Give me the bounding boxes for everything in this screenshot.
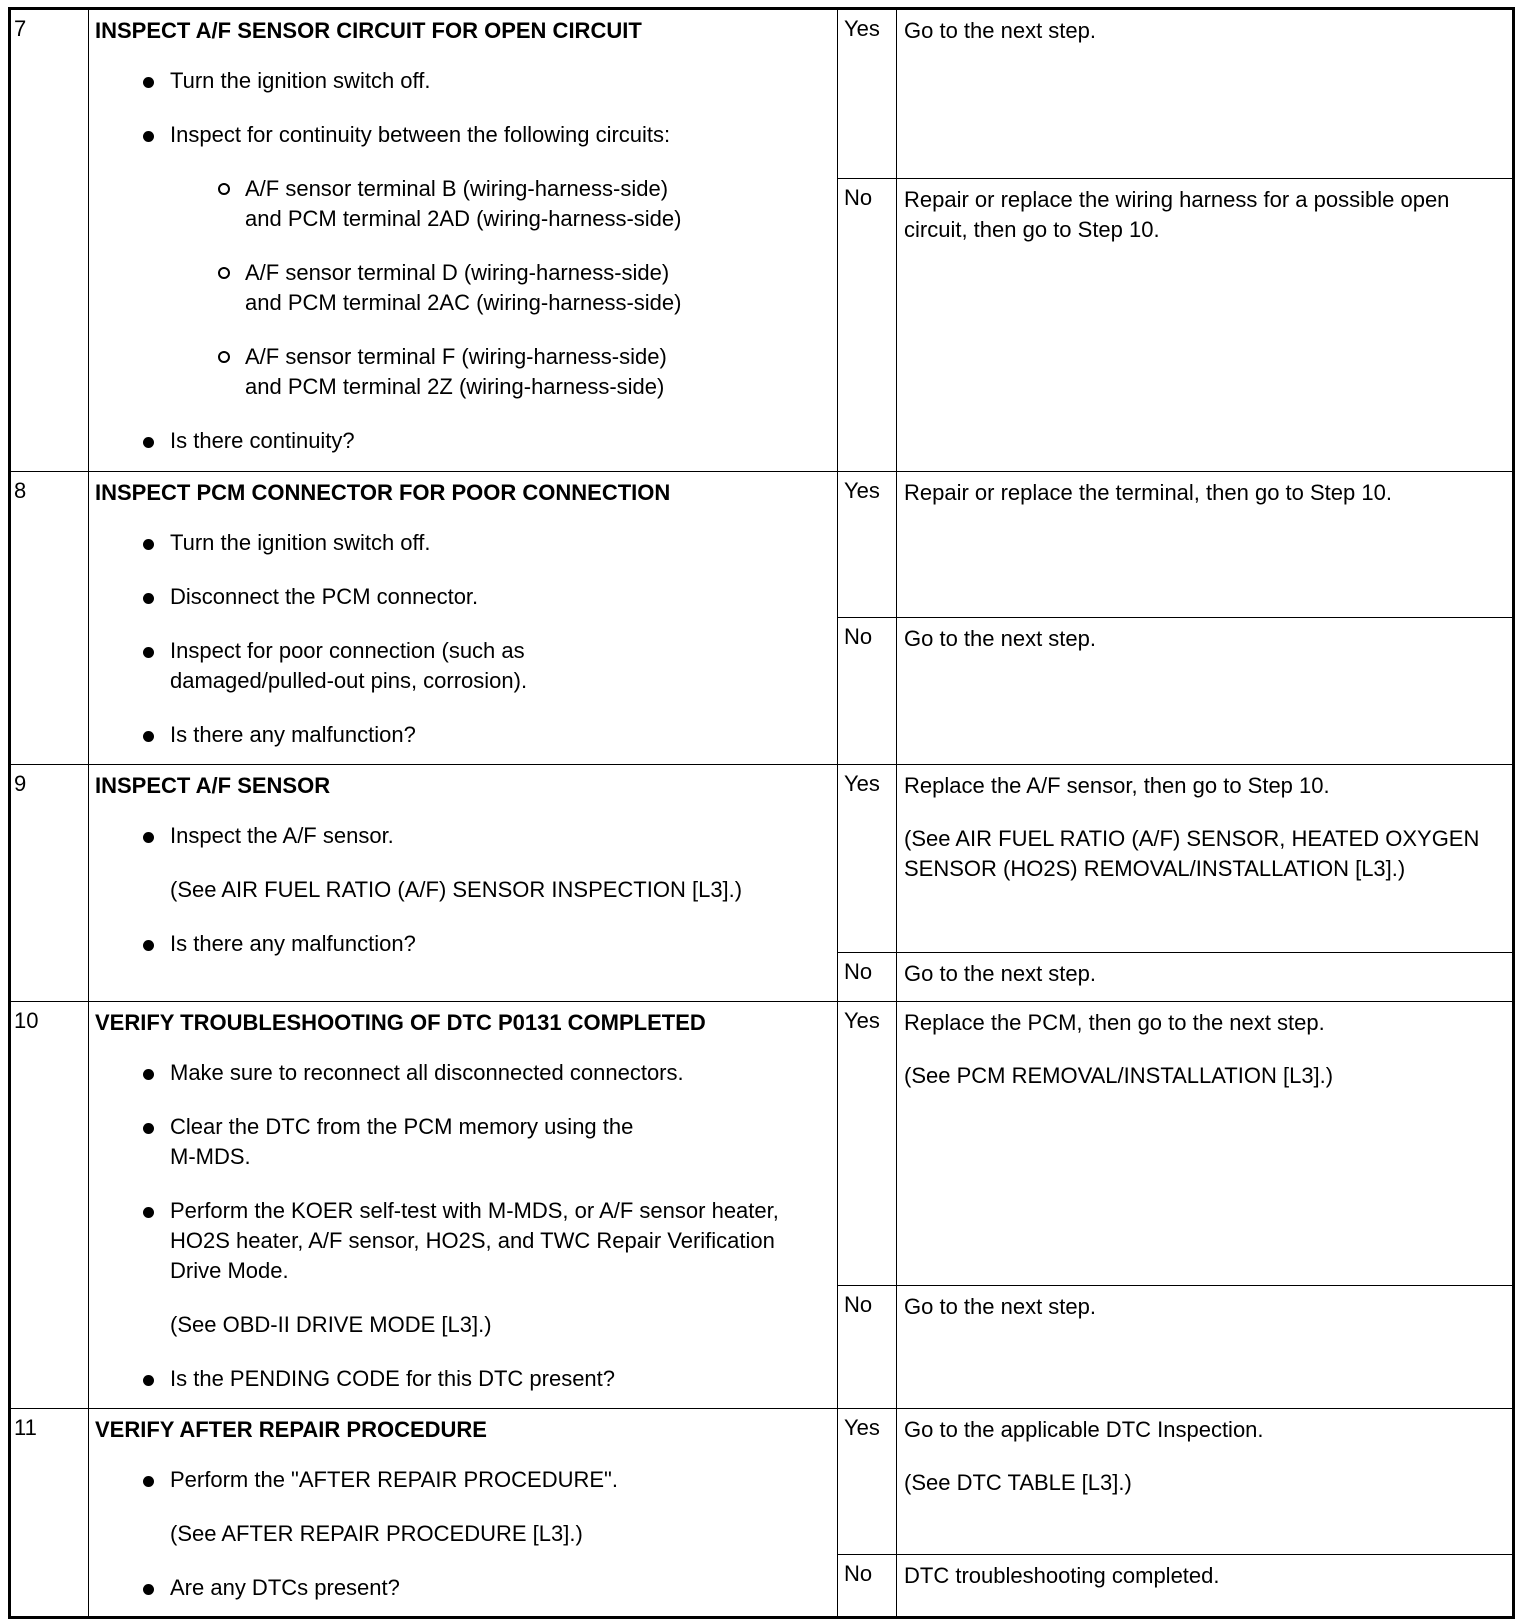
no-action — [897, 618, 1514, 765]
action-text: Go to the next step. — [904, 18, 1097, 43]
step-title: INSPECT PCM CONNECTOR FOR POOR CONNECTION — [95, 480, 671, 505]
action-text: Go to the next step. — [904, 1294, 1097, 1319]
no-action — [897, 179, 1514, 472]
sub-line: and PCM terminal 2Z (wiring-harness-side) — [245, 374, 665, 399]
step-instructions — [89, 9, 838, 472]
bullet-item: Inspect for poor connection (such as damaged/pulled-out pins, corrosion). — [95, 636, 829, 696]
no-label: No — [838, 618, 897, 765]
step-instructions — [89, 472, 838, 765]
step-title: VERIFY AFTER REPAIR PROCEDURE — [95, 1417, 487, 1442]
sub-line: and PCM terminal 2AD (wiring-harness-side) — [245, 206, 682, 231]
action-text: DTC troubleshooting completed. — [904, 1563, 1220, 1588]
reference-text: (See AIR FUEL RATIO (A/F) SENSOR, HEATED OXYGEN SENSOR (HO2S) REMOVAL/INSTALLATION [L3].) — [904, 826, 1480, 881]
bullet-item: Clear the DTC from the PCM memory using the M-MDS. — [95, 1112, 829, 1172]
sub-line: A/F sensor terminal D (wiring-harness-side) — [245, 260, 670, 285]
no-label: No — [838, 953, 897, 1002]
sub-bullet-item — [95, 258, 829, 318]
action-text: Go to the applicable DTC Inspection. — [904, 1417, 1264, 1442]
no-label: No — [838, 1555, 897, 1618]
step-number: 7 — [10, 9, 89, 472]
yes-action — [897, 1409, 1514, 1555]
action-text: Repair or replace the terminal, then go to Step 10. — [904, 480, 1392, 505]
question-item: Is there any malfunction? — [95, 720, 829, 750]
action-text: Go to the next step. — [904, 626, 1097, 651]
question-item: Is there continuity? — [95, 426, 829, 456]
sub-line: A/F sensor terminal F (wiring-harness-side) — [245, 344, 667, 369]
reference-text: (See OBD-II DRIVE MODE [L3].) — [170, 1312, 492, 1337]
step-title: INSPECT A/F SENSOR — [95, 773, 331, 798]
no-action — [897, 1555, 1514, 1618]
sub-bullet-item — [95, 174, 829, 234]
yes-action — [897, 472, 1514, 618]
no-label: No — [838, 1286, 897, 1409]
bullet-item: Inspect for continuity between the following circuits: — [95, 120, 829, 150]
no-action — [897, 1286, 1514, 1409]
yes-label: Yes — [838, 765, 897, 953]
yes-action — [897, 765, 1514, 953]
yes-action — [897, 1002, 1514, 1286]
question-item: Is the PENDING CODE for this DTC present? — [95, 1364, 829, 1394]
bullet-item: Inspect the A/F sensor. — [95, 821, 829, 851]
step-title: VERIFY TROUBLESHOOTING OF DTC P0131 COMPLETED — [95, 1010, 706, 1035]
bullet-item: Turn the ignition switch off. — [95, 66, 829, 96]
troubleshooting-table — [8, 7, 1515, 1619]
yes-label: Yes — [838, 1409, 897, 1555]
no-action — [897, 953, 1514, 1002]
step-instructions — [89, 1002, 838, 1409]
sub-bullet-item — [95, 342, 829, 402]
step-row-10 — [10, 1002, 1514, 1286]
bullet-item: Make sure to reconnect all disconnected connectors. — [95, 1058, 829, 1088]
no-label: No — [838, 179, 897, 472]
reference-text: (See AFTER REPAIR PROCEDURE [L3].) — [170, 1521, 583, 1546]
reference-text: (See DTC TABLE [L3].) — [904, 1470, 1132, 1495]
action-text: Go to the next step. — [904, 961, 1097, 986]
bullet-item: Turn the ignition switch off. — [95, 528, 829, 558]
action-text: Replace the PCM, then go to the next step. — [904, 1010, 1325, 1035]
step-row-8 — [10, 472, 1514, 618]
yes-label: Yes — [838, 1002, 897, 1286]
step-row-9 — [10, 765, 1514, 953]
step-number: 11 — [10, 1409, 89, 1618]
yes-label: Yes — [838, 472, 897, 618]
step-row-7 — [10, 9, 1514, 179]
step-row-11 — [10, 1409, 1514, 1555]
reference-text: (See AIR FUEL RATIO (A/F) SENSOR INSPECTION [L3].) — [170, 877, 743, 902]
step-number: 8 — [10, 472, 89, 765]
step-number: 9 — [10, 765, 89, 1002]
bullet-item: Perform the "AFTER REPAIR PROCEDURE". — [95, 1465, 829, 1495]
step-instructions — [89, 765, 838, 1002]
yes-action — [897, 9, 1514, 179]
action-text: Replace the A/F sensor, then go to Step 10. — [904, 773, 1330, 798]
question-item: Is there any malfunction? — [95, 929, 829, 959]
sub-line: A/F sensor terminal B (wiring-harness-side) — [245, 176, 669, 201]
step-number: 10 — [10, 1002, 89, 1409]
reference-text: (See PCM REMOVAL/INSTALLATION [L3].) — [904, 1063, 1334, 1088]
bullet-item: Disconnect the PCM connector. — [95, 582, 829, 612]
question-item: Are any DTCs present? — [95, 1573, 829, 1603]
step-instructions — [89, 1409, 838, 1618]
sub-line: and PCM terminal 2AC (wiring-harness-side) — [245, 290, 682, 315]
bullet-item: Perform the KOER self-test with M-MDS, or A/F sensor heater, HO2S heater, A/F sensor, HO2S, and TWC Repair Verification Drive Mode. — [95, 1196, 829, 1286]
step-title: INSPECT A/F SENSOR CIRCUIT FOR OPEN CIRCUIT — [95, 18, 642, 43]
action-text: Repair or replace the wiring harness for a possible open circuit, then go to Step 10. — [904, 187, 1450, 242]
yes-label: Yes — [838, 9, 897, 179]
